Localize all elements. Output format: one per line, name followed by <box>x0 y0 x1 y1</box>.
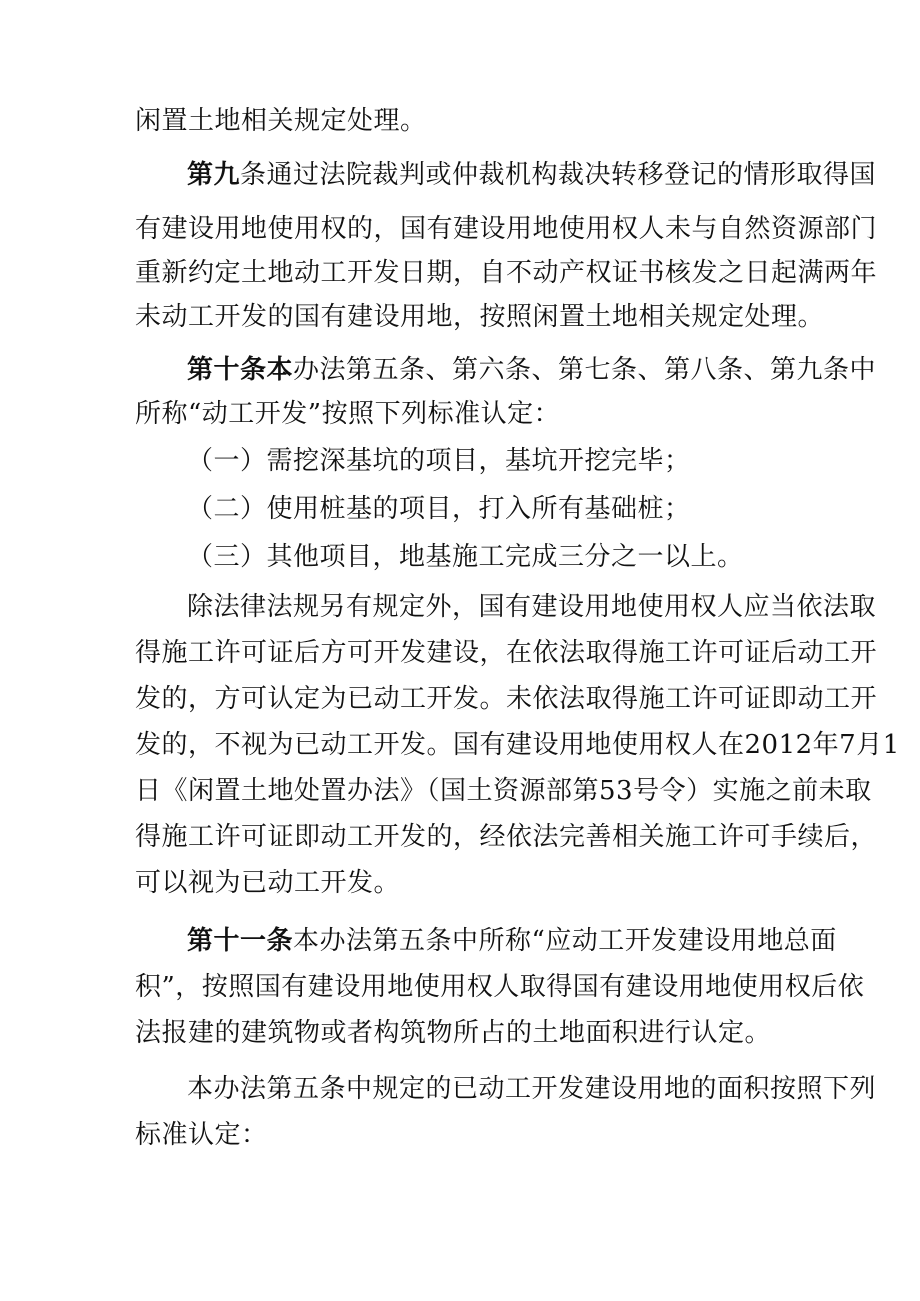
text-line: 所称“动工开发”按照下列标准认定： <box>135 399 561 429</box>
list-item-line: （一）需挖深基坑的项目，基坑开挖完毕； <box>187 446 691 476</box>
text-line: 日《闲置土地处置办法》（国土资源部第53号令）实施之前未取 <box>135 776 872 806</box>
article-10-heading-line: 第十条本办法第五条、第六条、第七条、第八条、第九条中 <box>187 355 877 385</box>
article-9-heading-line: 第九条通过法院裁判或仲裁机构裁决转移登记的情形取得国 <box>187 160 877 190</box>
article-11-heading-line: 第十一条本办法第五条中所称“应动工开发建设用地总面 <box>187 926 837 956</box>
text-line: 得施工许可证后方可开发建设，在依法取得施工许可证后动工开 <box>135 638 878 668</box>
text-line: 发的，不视为已动工开发。国有建设用地使用权人在2012年7月1 <box>135 730 900 760</box>
text-line: 重新约定土地动工开发日期，自不动产权证书核发之日起满两年 <box>135 258 878 288</box>
text-line: 本办法第五条中规定的已动工开发建设用地的面积按照下列 <box>187 1074 877 1104</box>
article-number: 第九 <box>187 160 241 190</box>
article-number: 第十条本 <box>187 355 294 385</box>
list-item-line: （三）其他项目，地基施工完成三分之一以上。 <box>187 542 744 572</box>
text-line: 法报建的建筑物或者构筑物所占的土地面积进行认定。 <box>135 1018 772 1048</box>
text-line: 闲置土地相关规定处理。 <box>135 106 427 136</box>
text-line: 得施工许可证即动工开发的，经依法完善相关施工许可手续后， <box>135 822 878 852</box>
article-number: 第十一条 <box>187 926 294 956</box>
text-line: 积”，按照国有建设用地使用权人取得国有建设用地使用权后依 <box>135 972 865 1002</box>
text-line: 有建设用地使用权的，国有建设用地使用权人未与自然资源部门 <box>135 214 878 244</box>
text-line: 发的，方可认定为已动工开发。未依法取得施工许可证即动工开 <box>135 684 878 714</box>
text-line: 未动工开发的国有建设用地，按照闲置土地相关规定处理。 <box>135 302 825 332</box>
text-line: 标准认定： <box>135 1120 268 1150</box>
list-item-line: （二）使用桩基的项目，打入所有基础桩； <box>187 494 691 524</box>
text-line: 除法律法规另有规定外，国有建设用地使用权人应当依法取 <box>187 592 877 622</box>
text-line: 可以视为已动工开发。 <box>135 868 401 898</box>
